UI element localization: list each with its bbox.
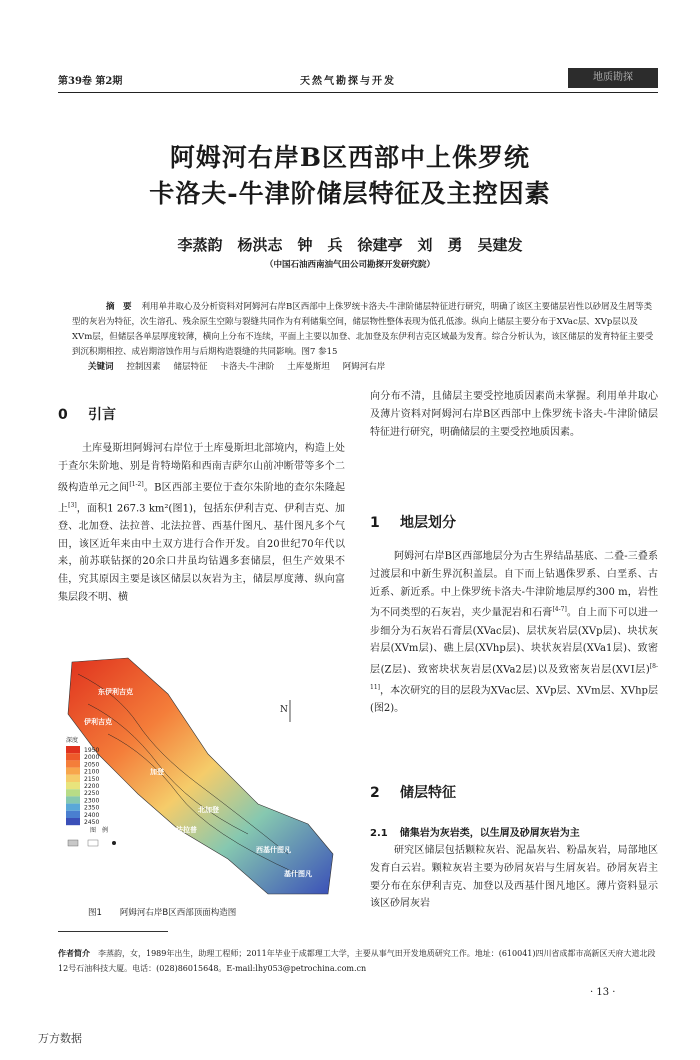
figure-caption-text: 阿姆河右岸B区西部顶面构造图 (119, 908, 237, 918)
figure-number: 图1 (88, 908, 102, 918)
section-1-heading (370, 512, 456, 532)
intro-text-a: 土库曼斯坦阿姆河右岸位于土库曼斯坦北部境内，构造上处于查尔朱阶地、别是肯特坳陷和西南吉萨尔山前冲断带等多个二级构造单元之间 (58, 443, 345, 493)
abstract (72, 300, 658, 360)
legend-value: 2250 (84, 790, 100, 798)
figure-1-caption (88, 906, 328, 918)
citation: [3] (68, 501, 77, 509)
depth-legend (66, 746, 99, 826)
affiliation: （中国石油西南油气田公司勘探开发研究院） (264, 260, 435, 270)
abstract-label: 摘 要 (106, 302, 132, 312)
author-footnote (58, 946, 658, 976)
keyword: 控制因素 (126, 362, 161, 372)
citation: [8-11] (370, 663, 658, 692)
legend-value: 2150 (84, 775, 100, 783)
keyword: 土库曼斯坦 (287, 362, 330, 372)
strat-text-a: 阿姆河右岸B区西部地层分为古生界结晶基底、二叠-三叠系过渡层和中新生界沉积盖层。自下而上钻遇侏罗系、白垩系、古近系、新近系。中上侏罗统卡洛夫-牛津阶地层厚约300 m，岩性为不同类型的石灰岩，夹少量泥岩和石膏 (370, 551, 658, 619)
section-title: 地层划分 (400, 515, 456, 531)
strat-text-c: ，本次研究的目的层段为XVac层、XVp层、XVm层、XVhp层(图2)。 (370, 685, 658, 715)
field-label: 北加登 (198, 806, 219, 814)
section-2-1-heading (370, 824, 580, 839)
north-arrow: N (280, 705, 288, 715)
strat-paragraph (370, 548, 658, 718)
legend-swatch (66, 775, 80, 782)
field-label: 伊利吉克 (84, 718, 112, 726)
section-tag: 地质勘探 (568, 68, 658, 88)
section-title: 引言 (88, 407, 116, 423)
structure-map (58, 654, 345, 900)
header-rule (58, 92, 658, 93)
legend-swatch (66, 789, 80, 796)
legend-swatch (66, 811, 80, 818)
legend-swatch (66, 753, 80, 760)
section-0-heading (58, 404, 116, 424)
legend-value: 2300 (84, 797, 100, 805)
intro-text-c: ，面积1 267.3 km²(图1)，包括东伊利吉克、伊利吉克、加登、北加登、法拉普、北法拉普、西基什图凡、基什图凡多个气田，该区近年来由中土双方进行合作开发。自20世纪70年代以来，前苏联钻探的20余口井虽均钻遇多套储层，但生产效果不佳，究其原因主要是该区储层以灰岩为主，储层厚度薄、纵向富集层段不明、横 (58, 503, 345, 604)
section-title: 储层特征 (400, 785, 456, 801)
field-label: 东伊利吉克 (98, 688, 133, 696)
keywords (88, 360, 658, 372)
title-line-1: 阿姆河右岸B区西部中上侏罗统 (169, 143, 531, 172)
watermark: 万方数据 (38, 1032, 82, 1045)
citation: [1-2] (129, 480, 144, 488)
section-number: 0 (58, 407, 68, 423)
abstract-text: 利用单井取心及分析资料对阿姆河右岸B区西部中上侏罗统卡洛夫-牛津阶储层特征进行研究，明确了该区主要储层岩性以砂屑及生屑等类型的灰岩为特征，次生溶孔、残余原生空隙与裂缝共同作为有利储集空间，储层物性整体表现为低孔低渗。纵向上储层主要分布于XVac层、XVp层以及XVm层，但储层各单层厚度较薄，横向上分布不连续，平面上主要以加登、北加登及东伊利吉克区域最为发育。综合分析认为，该区储层的发育特征主要受到沉积期相控、成岩期溶蚀作用与后期构造裂缝的共同影响。图7 参15 (72, 302, 654, 357)
legend-value: 2350 (84, 804, 100, 812)
legend-value: 2450 (84, 819, 100, 826)
reservoir-paragraph: 研究区储层包括颗粒灰岩、泥晶灰岩、粉晶灰岩，局部地区发育白云岩。颗粒灰岩主要为砂屑灰岩与生屑灰岩。砂屑灰岩主要分布在东伊利吉克、加登以及西基什图凡地区。薄片资料显示该区砂屑灰岩 (370, 845, 658, 910)
legend-value: 2100 (84, 768, 100, 776)
footnote-rule (58, 931, 168, 932)
legend-value: 2400 (84, 811, 100, 819)
citation: [4-7] (552, 606, 567, 614)
keyword: 阿姆河右岸 (342, 362, 386, 372)
legend-value: 1950 (84, 747, 100, 754)
legend-swatch (66, 760, 80, 767)
page-number: · 13 · (590, 987, 616, 998)
legend-key-title: 图 例 (90, 827, 109, 834)
intro-text-b: 。B区西部主要位于查尔朱阶地的查尔朱隆起上 (58, 481, 345, 515)
legend-value: 2050 (84, 761, 100, 769)
section-2-heading (370, 782, 456, 802)
strat-text-b: 。自上而下可以进一步细分为石灰岩石膏层(XVac层)、层状灰岩层(XVp层)、块状灰岩层(XVm层)、礁上层(XVhp层)、块状灰岩层(XVa1层)、致密层(Z层)、致密块状灰岩层(XVa2层)以及致密灰岩层(XVⅠ层) (370, 607, 659, 676)
legend-value: 2200 (84, 783, 100, 790)
keyword: 储层特征 (173, 362, 208, 372)
section-number: 2 (370, 785, 380, 801)
field-label: 北法拉普 (150, 832, 178, 840)
field-label: 西基什图凡 (256, 846, 291, 854)
legend-title: 深度 (66, 737, 79, 744)
intro-continued: 向分布不清，且储层主要受控地质因素尚未掌握。利用单井取心及薄片资料对阿姆河右岸B区西部中上侏罗统卡洛夫-牛津阶储层特征进行研究，明确储层的主要受控地质因素。 (370, 391, 658, 438)
legend-swatch (66, 768, 80, 775)
field-label: 法拉普 (176, 826, 197, 834)
keyword: 卡洛夫-牛津阶 (220, 362, 275, 372)
legend-value: 2000 (84, 754, 100, 762)
keywords-label: 关键词 (88, 362, 114, 372)
subsection-number: 2.1 (370, 828, 388, 839)
legend-swatch (66, 782, 80, 789)
legend-swatch (66, 746, 80, 753)
figure-1-map (58, 654, 345, 900)
section-number: 1 (370, 515, 380, 531)
title-line-2: 卡洛夫-牛津阶储层特征及主控因素 (149, 179, 551, 208)
legend-swatch (66, 804, 80, 811)
journal-name: 天然气勘探与开发 (300, 76, 396, 87)
field-label: 基什图凡 (284, 870, 312, 878)
legend-swatch (66, 818, 80, 825)
field-label: 加登 (150, 768, 164, 776)
volume-issue: 第39卷 第2期 (58, 76, 123, 87)
intro-paragraph (58, 440, 345, 650)
authors: 李蒸韵 杨洪志 钟 兵 徐建亭 刘 勇 吴建发 (177, 236, 523, 254)
legend-swatch (66, 796, 80, 803)
footnote-text: 李蒸韵，女，1989年出生，助理工程师；2011年毕业于成都理工大学，主要从事气田开发地质研究工作。地址：(610041)四川省成都市高新区天府大道北段12号石油科技大厦。电话：(028)86015648。E-mail:lhy053@petrochina.com.cn (58, 949, 656, 973)
subsection-title: 储集岩为灰岩类，以生屑及砂屑灰岩为主 (399, 828, 580, 839)
footnote-label: 作者简介 (58, 948, 90, 958)
